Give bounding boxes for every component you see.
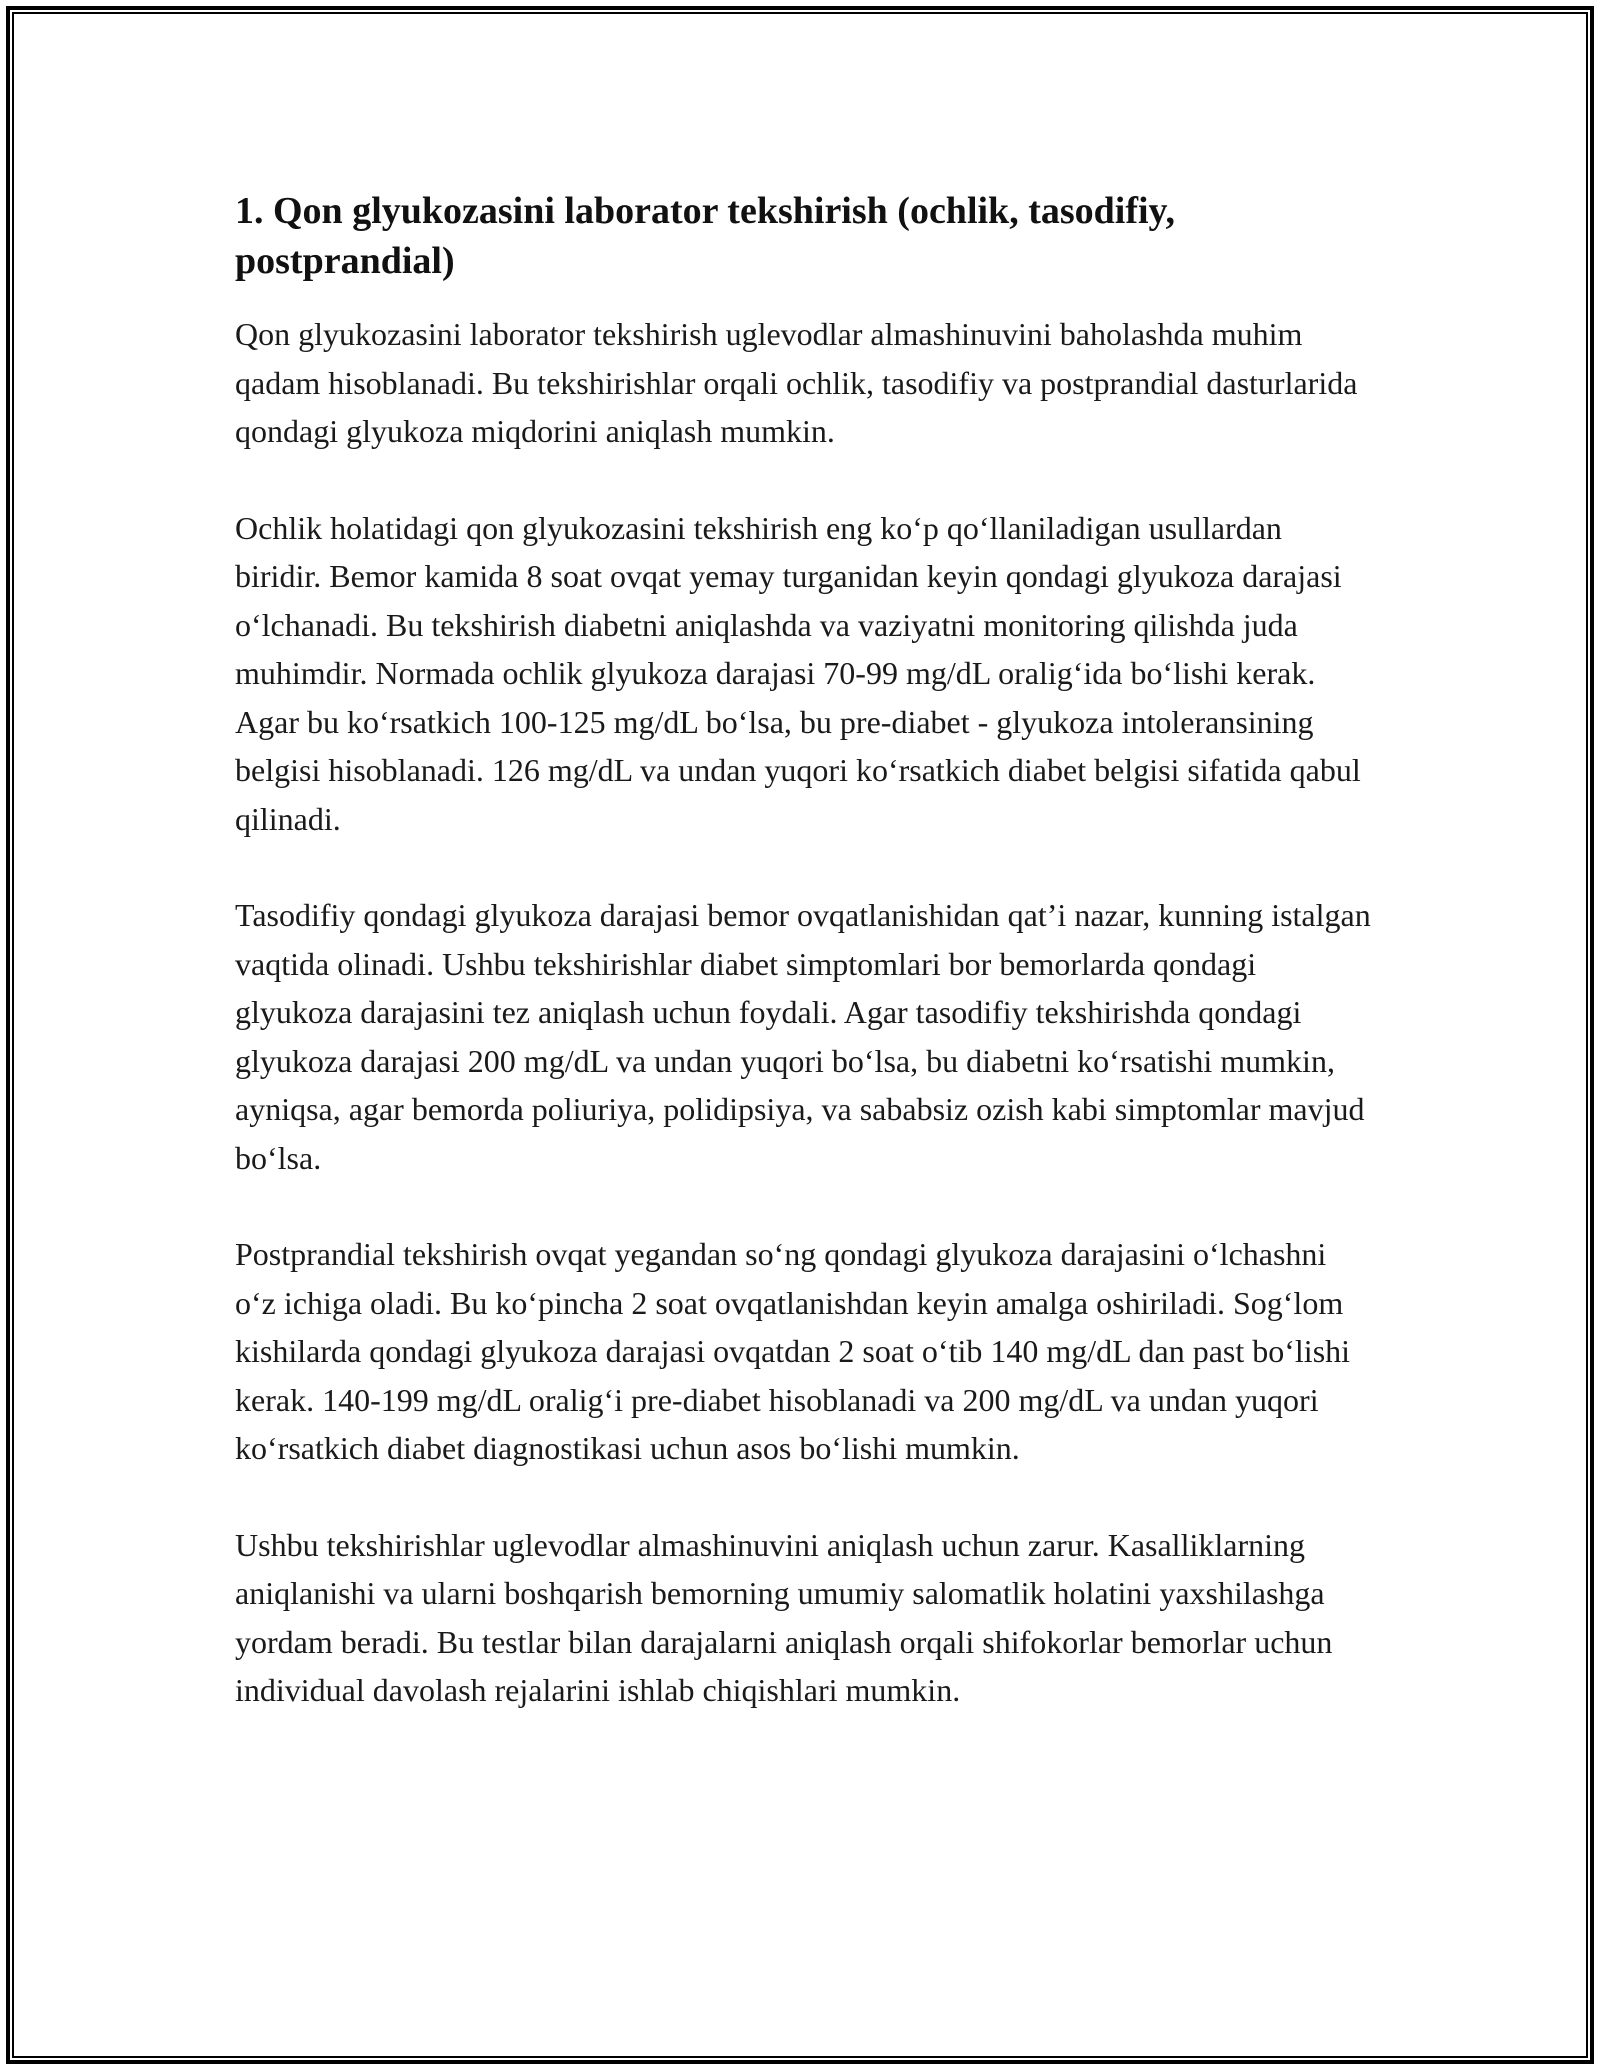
document-body: [235, 186, 1375, 1763]
page-title: 1. Qon glyukozasini laborator tekshirish (ochlik, tasodifiy, postprandial): [235, 190, 1175, 282]
paragraph-conclusion: Ushbu tekshirishlar uglevodlar almashinuvini aniqlash uchun zarur. Kasalliklarning aniqlanishi va ularni boshqarish bemorning umumiy salomatlik holatini yaxshilashga yordam beradi. Bu testlar bilan darajalarni aniqlash orqali shifokorlar bemorlar uchun individual davolash rejalarini ishlab chiqishlari mumkin.: [235, 1526, 1333, 1708]
paragraph-intro: Qon glyukozasini laborator tekshirish uglevodlar almashinuvini baholashda muhim qadam hisoblanadi. Bu tekshirishlar orqali ochlik, tasodifiy va postprandial dasturlarida qondagi glyukoza miqdorini aniqlash mumkin.: [235, 316, 1358, 449]
paragraph-random: Tasodifiy qondagi glyukoza darajasi bemor ovqatlanishidan qatʼi nazar, kunning istalgan vaqtida olinadi. Ushbu tekshirishlar diabet simptomlari bor bemorlarda qondagi glyukoza darajasini tez aniqlash uchun foydali. Agar tasodifiy tekshirishda qondagi glyukoza darajasi 200 mg/dL va undan yuqori boʻlsa, bu diabetni koʻrsatishi mumkin, ayniqsa, agar bemorda poliuriya, polidipsiya, va sababsiz ozish kabi simptomlar mavjud boʻlsa.: [235, 897, 1371, 1176]
paragraph-postprandial: Postprandial tekshirish ovqat yegandan soʻng qondagi glyukoza darajasini oʻlchashni oʻz ichiga oladi. Bu koʻpincha 2 soat ovqatlanishdan keyin amalga oshiriladi. Sogʻlom kishilarda qondagi glyukoza darajasi ovqatdan 2 soat oʻtib 140 mg/dL dan past boʻlishi kerak. 140-199 mg/dL oraligʻi pre-diabet hisoblanadi va 200 mg/dL va undan yuqori koʻrsatkich diabet diagnostikasi uchun asos boʻlishi mumkin.: [235, 1236, 1351, 1466]
paragraph-fasting: Ochlik holatidagi qon glyukozasini tekshirish eng koʻp qoʻllaniladigan usullardan biridir. Bemor kamida 8 soat ovqat yemay turganidan keyin qondagi glyukoza darajasi oʻlchanadi. Bu tekshirish diabetni aniqlashda va vaziyatni monitoring qilishda juda muhimdir. Normada ochlik glyukoza darajasi 70-99 mg/dL oraligʻida boʻlishi kerak. Agar bu koʻrsatkich 100-125 mg/dL boʻlsa, bu pre-diabet - glyukoza intoleransining belgisi hisoblanadi. 126 mg/dL va undan yuqori koʻrsatkich diabet belgisi sifatida qabul qilinadi.: [235, 509, 1361, 837]
